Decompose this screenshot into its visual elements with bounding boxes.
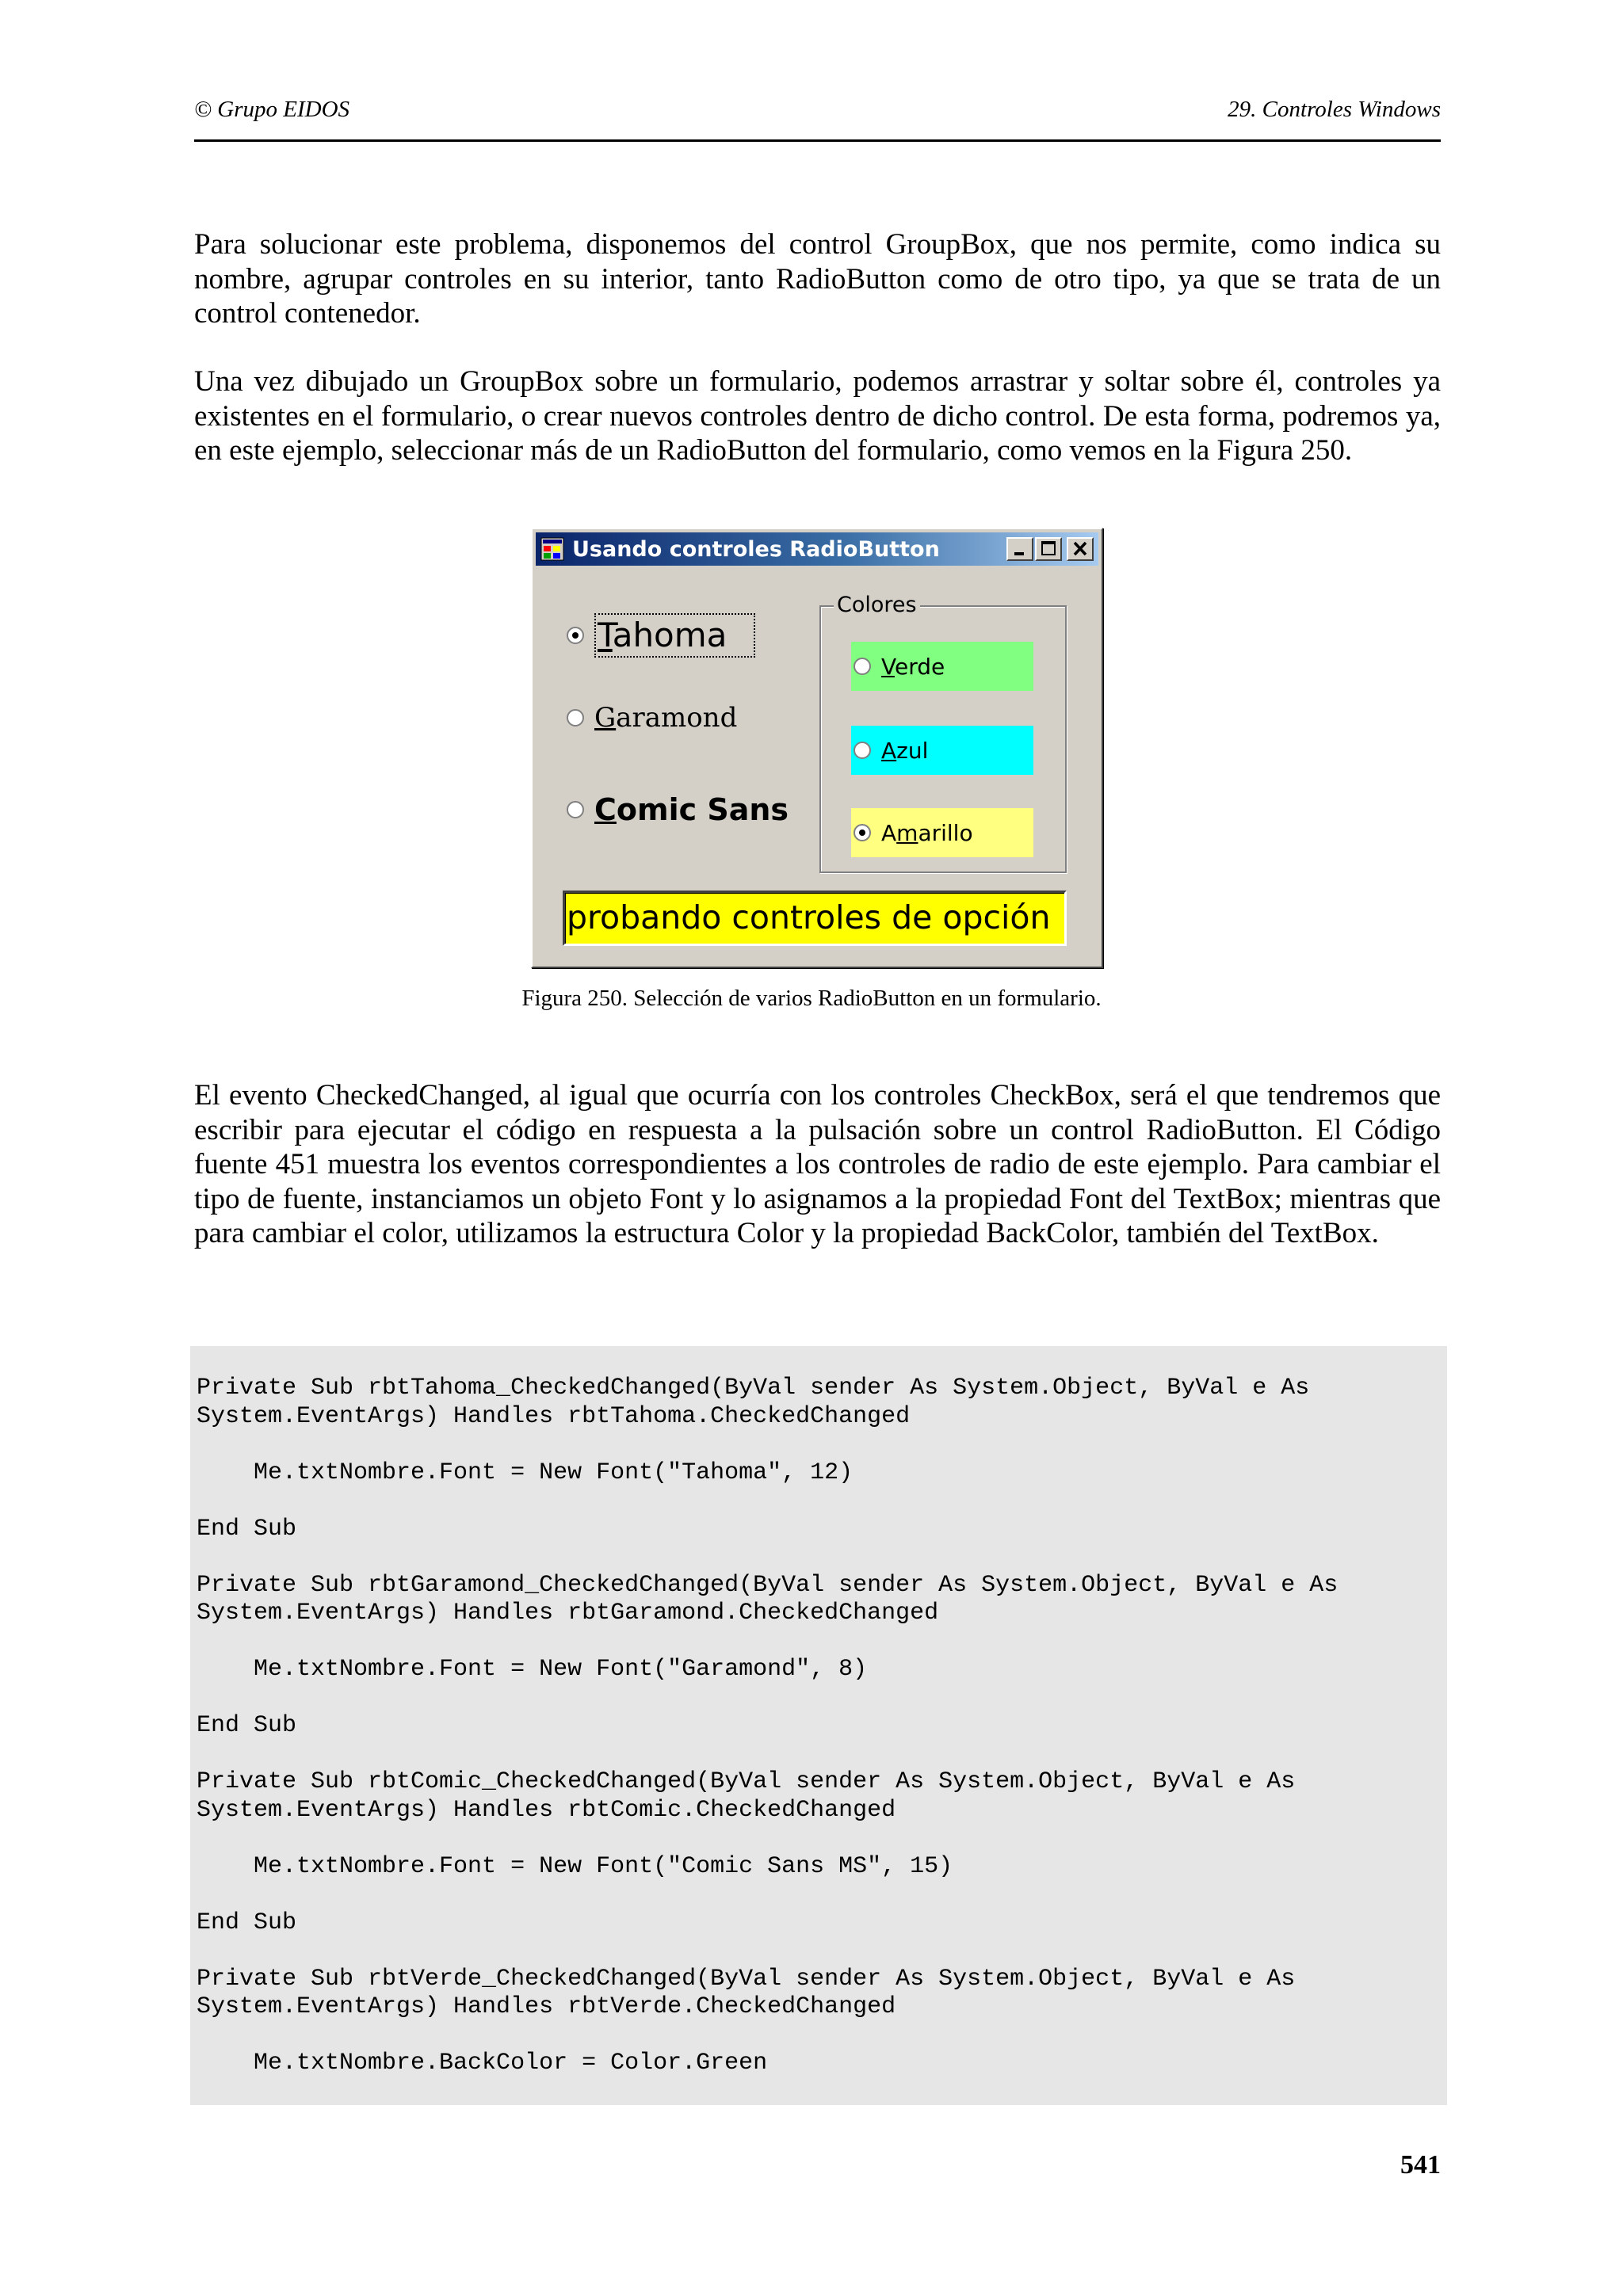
close-icon	[1075, 543, 1086, 555]
code-listing	[190, 1346, 1447, 2105]
figure-caption: Figura 250. Selección de varios RadioButton en un formulario.	[521, 986, 1102, 1011]
radio-tahoma-label: Tahoma	[594, 613, 755, 658]
nombre-textbox[interactable]: probando controles de opción	[563, 891, 1067, 946]
radio-unchecked-icon	[566, 800, 585, 819]
close-button[interactable]	[1067, 537, 1094, 561]
paragraph-checkedchanged: El evento CheckedChanged, al igual que ocurría con los controles CheckBox, será el que tendremos que escribir para ejecutar el código en respuesta a la pulsación sobre un control RadioButton. El Código fuente 451 muestra los eventos correspondientes a los controles de radio de este ejemplo. Para cambiar el tipo de fuente, instanciamos un objeto Font y lo asignamos a la propiedad Font del TextBox; mientras que para cambiar el color, utilizamos la estructura Color y la propiedad BackColor, también del TextBox.	[194, 1079, 1441, 1249]
radio-garamond-label: Garamond	[594, 702, 738, 734]
radio-verde[interactable]	[851, 642, 1033, 691]
app-icon	[540, 537, 564, 561]
window-title: Usando controles RadioButton	[572, 537, 940, 562]
radio-comic-sans-label: Comic Sans	[594, 792, 789, 827]
radio-checked-icon	[566, 626, 585, 645]
minimize-icon	[1014, 552, 1024, 555]
minimize-button[interactable]	[1006, 537, 1033, 561]
code-text: Private Sub rbtTahoma_CheckedChanged(ByVal sender As System.Object, ByVal e As System.EventArgs) Handles rbtTahoma.CheckedChanged Me.txtNombre.Font = New Font("Tahoma", 12) End Sub Private Sub rbtGaramond_CheckedChanged(ByVal sender As System.Object, ByVal e As System.EventArgs) Handles rbtGaramond.CheckedChanged Me.txtNombre.Font = New Font("Garamond", 8) End Sub Private Sub rbtComic_CheckedChanged(ByVal sender As System.Object, ByVal e As System.EventArgs) Handles rbtComic.CheckedChanged Me.txtNombre.Font = New Font("Comic Sans MS", 15) End Sub Private Sub rbtVerde_CheckedChanged(ByVal sender As System.Object, ByVal e As System.EventArgs) Handles rbtVerde.CheckedChanged Me.txtNombre.BackColor = Color.Green	[197, 1375, 1338, 2077]
radio-tahoma[interactable]	[566, 613, 755, 658]
maximize-button[interactable]	[1035, 537, 1062, 561]
radio-unchecked-icon	[853, 657, 872, 676]
window-titlebar[interactable]	[536, 532, 1098, 566]
radiobutton-demo-window	[531, 528, 1103, 968]
radio-garamond[interactable]	[566, 702, 737, 734]
groupbox-label: Colores	[834, 593, 920, 617]
radio-verde-label: Verde	[881, 653, 945, 680]
header-copyright: © Grupo EIDOS	[194, 97, 350, 122]
page-header	[194, 93, 1441, 142]
radio-comic-sans[interactable]	[566, 792, 789, 827]
header-chapter: 29. Controles Windows	[1228, 97, 1441, 122]
radio-checked-icon	[853, 823, 872, 842]
radio-amarillo-label: Amarillo	[881, 819, 973, 846]
paragraph-groupbox-usage: Una vez dibujado un GroupBox sobre un formulario, podemos arrastrar y soltar sobre él, controles ya existentes en el formulario, o crear nuevos controles dentro de dicho control. De esta forma, podremos ya, en este ejemplo, seleccionar más de un RadioButton del formulario, como vemos en la Figura 250.	[194, 365, 1441, 467]
radio-azul[interactable]	[851, 726, 1033, 775]
page-number: 541	[1400, 2150, 1441, 2180]
radio-azul-label: Azul	[881, 737, 929, 764]
groupbox-colores	[819, 593, 1067, 873]
radio-unchecked-icon	[566, 708, 585, 727]
radio-unchecked-icon	[853, 741, 872, 760]
paragraph-groupbox-intro: Para solucionar este problema, disponemos del control GroupBox, que nos permite, como indica su nombre, agrupar controles en su interior, tanto RadioButton como de otro tipo, ya que se trata de un control contenedor.	[194, 228, 1441, 330]
radio-amarillo[interactable]	[851, 808, 1033, 857]
